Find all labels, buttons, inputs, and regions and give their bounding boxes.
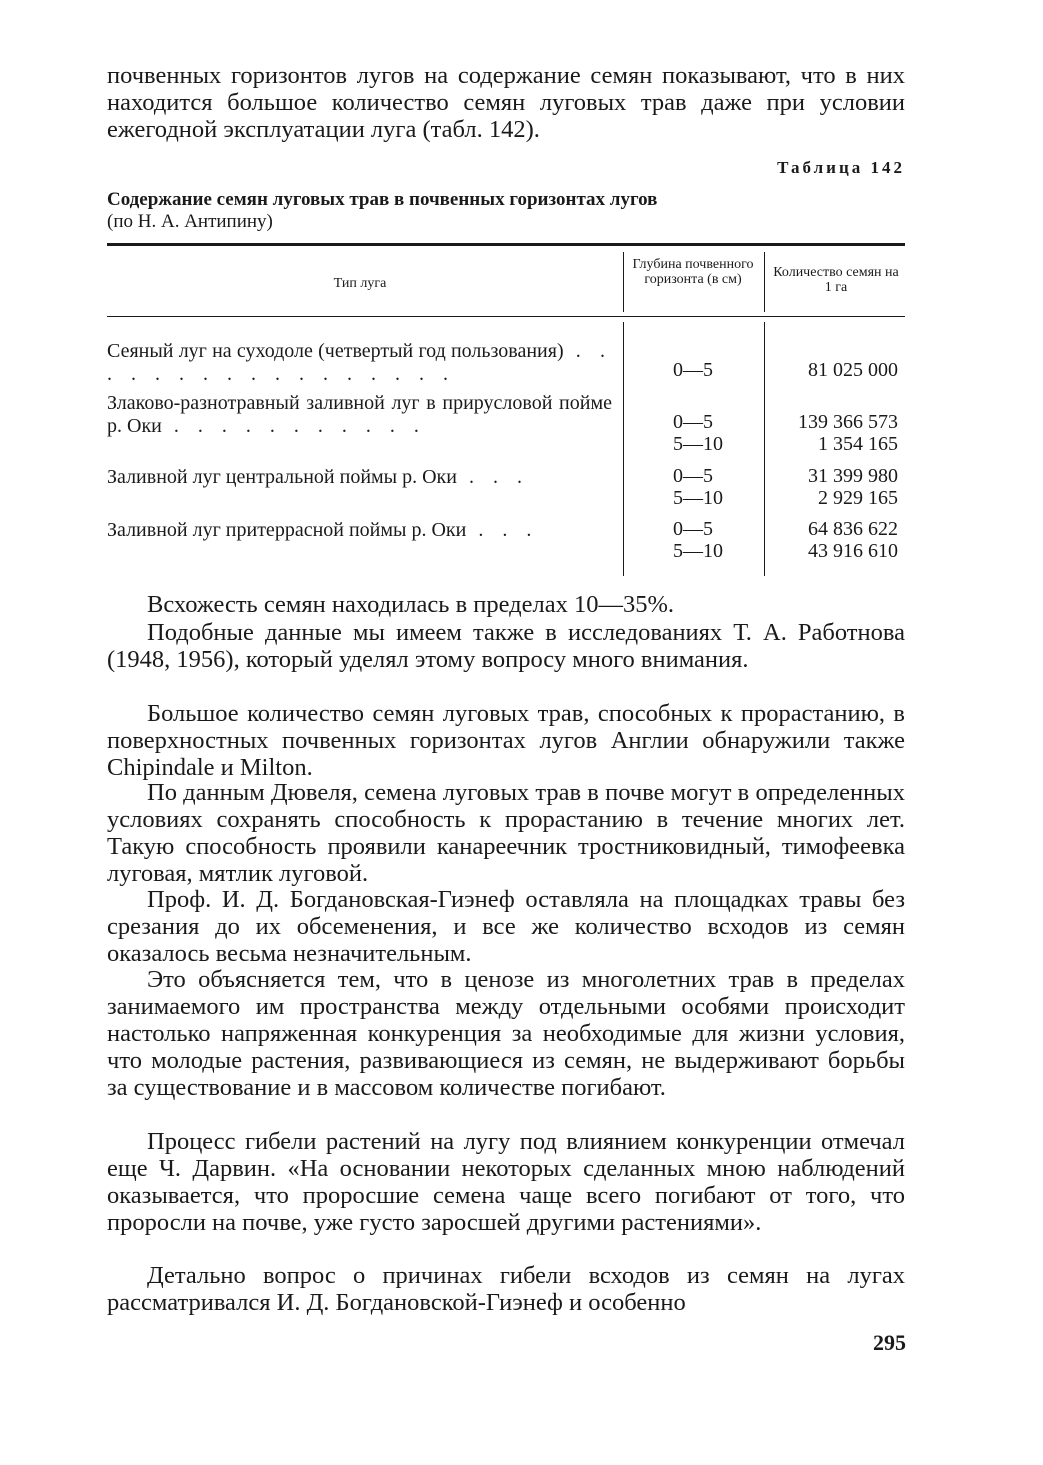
- table-number: Таблица 142: [777, 158, 905, 177]
- table-title: Содержание семян луговых трав в почвенных горизонтах лугов: [107, 189, 658, 210]
- paragraph-detail: Детально вопрос о причинах гибели всходов из семян на лугах рассматривался И. Д. Богдановской-Гиэнеф и особенно: [107, 1262, 905, 1316]
- header-type: Тип луга: [333, 276, 387, 291]
- row-4-type: Заливной луг притеррасной поймы р. Оки . . .: [107, 519, 539, 541]
- row-4-depth-2: 5—10: [673, 540, 723, 562]
- paragraph-rabotnov: Подобные данные мы имеем также в исследованиях Т. А. Работнова (1948, 1956), который уделял этому вопросу много внимания.: [107, 619, 905, 673]
- row-3-count-2: 2 929 165: [818, 487, 898, 509]
- table-source: (по Н. А. Антипину): [107, 211, 273, 232]
- row-2-count-1: 139 366 573: [798, 411, 898, 433]
- header-depth: Глубина почвенного горизонта (в см): [632, 257, 754, 287]
- row-2-type: Злаково-разнотравный заливной луг в прирусловой пойме р. Оки . . . . . . . . . . .: [107, 392, 612, 437]
- row-4-count-2: 43 916 610: [808, 540, 898, 562]
- row-1-type: Сеяный луг на суходоле (четвертый год пользования) . . . . . . . . . . . . . . . . .: [107, 340, 613, 385]
- page-number: 295: [873, 1330, 906, 1355]
- row-2-depth-1: 0—5: [673, 411, 713, 433]
- row-3-count-1: 31 399 980: [808, 465, 898, 487]
- paragraph-germination: Всхожесть семян находилась в пределах 10—35%.: [147, 591, 675, 618]
- paragraph-bogdanovskaya: Проф. И. Д. Богдановская-Гиэнеф оставляла на площадках травы без срезания до их обсеменения, и все же количество всходов из семян оказалось весьма незначительным.: [107, 886, 905, 967]
- row-4-count-1: 64 836 622: [808, 518, 898, 540]
- paragraph-darwin: Процесс гибели растений на лугу под влиянием конкуренции отмечал еще Ч. Дарвин. «На основании некоторых сделанных мною наблюдений оказывается, что проросшие семена чаще всего погибают от того, что проросли на почве, уже густо заросшей другими растениями».: [107, 1128, 905, 1236]
- body-divider-1: [623, 322, 624, 576]
- header-count: Количество семян на 1 га: [773, 265, 899, 295]
- header-divider-2: [764, 252, 765, 312]
- paragraph-duvel: По данным Дювеля, семена луговых трав в почве могут в определенных условиях сохранять способность к прорастанию в течение многих лет. Такую способность проявили канареечник тростниковидный, тимофеевка луговая, мятлик луговой.: [107, 779, 905, 887]
- row-3-type: Заливной луг центральной поймы р. Оки . . .: [107, 466, 529, 488]
- intro-paragraph: почвенных горизонтов лугов на содержание семян показывают, что в них находится большое количество семян луговых трав даже при условии ежегодной эксплуатации луга (табл. 142).: [107, 62, 905, 143]
- row-1-depth-1: 0—5: [673, 359, 713, 381]
- body-divider-2: [764, 322, 765, 576]
- row-3-depth-1: 0—5: [673, 465, 713, 487]
- row-4-depth-1: 0—5: [673, 518, 713, 540]
- table-header-rule: [107, 316, 905, 317]
- header-divider-1: [623, 252, 624, 312]
- row-2-count-2: 1 354 165: [818, 433, 898, 455]
- row-3-depth-2: 5—10: [673, 487, 723, 509]
- paragraph-competition: Это объясняется тем, что в ценозе из многолетних трав в пределах занимаемого им пространства между отдельными особями происходит настолько напряженная конкуренция за необходимые для жизни условия, что молодые растения, развивающиеся из семян, не выдерживают борьбы за существование и в массовом количестве погибают.: [107, 966, 905, 1101]
- table-top-rule: [107, 243, 905, 246]
- row-1-count-1: 81 025 000: [808, 359, 898, 381]
- paragraph-england: Большое количество семян луговых трав, способных к прорастанию, в поверхностных почвенных горизонтах лугов Англии обнаружили также Chipindale и Milton.: [107, 700, 905, 781]
- row-2-depth-2: 5—10: [673, 433, 723, 455]
